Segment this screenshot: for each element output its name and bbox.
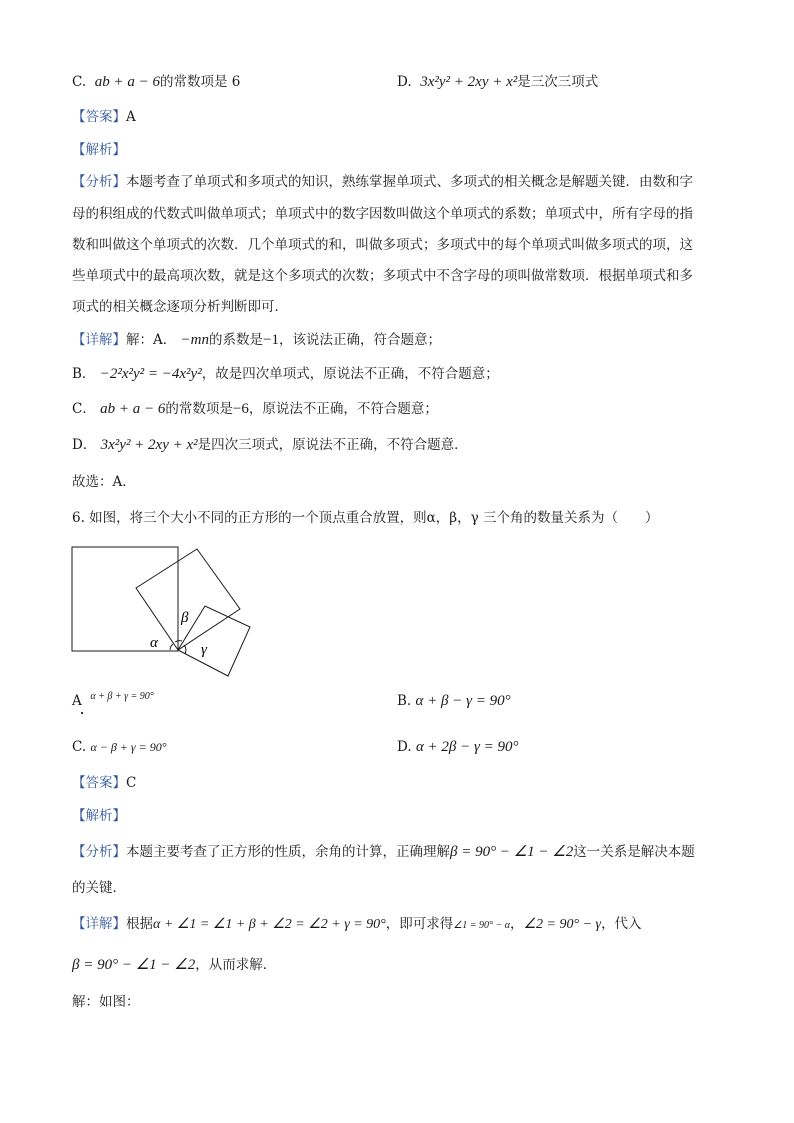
label: D． [72,437,97,453]
beta-label: β [181,610,189,626]
option-label: A [72,693,82,709]
option-label: D. [397,74,412,90]
xiangjie-prefix: 解：A． [126,332,177,348]
expr: 3x²y² + 2xy + x² [100,437,198,453]
option-expr: α − β + γ = 90° [90,740,167,754]
text: ，该说法正确，符合题意； [278,332,441,348]
text: ，代入 [601,916,642,932]
text: ，即可求得 [385,916,454,932]
q6-xiangjie-line-1 [72,914,642,936]
q5-jiexi: 【解析】 [72,142,126,158]
option-expr: 3x²y² + 2xy + x² [420,74,518,90]
option-expr: ab + a − 6 [94,74,160,90]
text: ，从而求解． [195,957,277,973]
answer-value: A [126,109,136,125]
text: 的常数项是 [165,401,233,417]
gamma-label: γ [201,642,207,658]
xiangjie-tag: 【详解】 [72,916,126,932]
q6-xiangjie-line-2 [72,955,276,975]
text: ，故是四次单项式，原说法不正确，不符合题意； [201,366,499,382]
q6-stem: 6. 如图，将三个大小不同的正方形的一个顶点重合放置，则α，β，γ 三个角的数量关系为（ ） [72,510,659,526]
text: 的系数是 [209,332,264,348]
expr: −mn [180,332,210,348]
q5-option-d [397,72,598,92]
q5-xiangjie-c [72,399,438,419]
q6-jie: 解：如图： [72,994,140,1010]
value: −1 [263,332,279,348]
small-square [178,606,250,676]
option-expr: α + β − γ = 90° [415,693,511,709]
q6-answer [72,773,136,793]
alpha-label: α [150,635,158,651]
fenxi-text: 本题考查了单项式和多项式的知识，熟练掌握单项式、多项式的相关概念是解题关键．由数和字 [126,174,693,190]
q5-option-c [72,72,240,92]
q5-xiangjie-d [72,435,468,455]
value: −6 [232,401,249,417]
xiangjie-tag: 【详解】 [72,332,126,348]
option-label: C. [72,739,87,755]
q5-fenxi-line-3: 数和叫做这个单项式的次数．几个单项式的和，叫做多项式；多项式中的每个单项式叫做多项式的项，这 [72,237,693,253]
option-expr: α + 2β − γ = 90° [415,739,519,755]
label: C． [72,401,96,417]
q5-fenxi-line-2: 母的积组成的代数式叫做单项式；单项式中的数字因数叫做这个单项式的系数；单项式中，所有字母的指 [72,206,693,222]
q5-fenxi-line-5: 项式的相关概念逐项分析判断即可． [72,299,288,315]
option-label: B. [397,693,412,709]
answer-value: C [126,775,137,791]
expr: β = 90° − ∠1 − ∠2 [72,957,196,973]
option-label: C. [72,74,87,90]
expr: −2²x²y² = −4x²y² [99,366,202,382]
q5-fenxi-line-4: 些单项式中的最高项次数，就是这个多项式的次数；多项式中不含字母的项叫做常数项．根据单项式和多 [72,268,693,284]
q5-xiangjie-a [72,330,441,350]
q5-guxuan: 故选：A． [72,474,136,490]
expr: ∠1 = 90° − α [453,920,510,931]
text: ，原说法不正确，不符合题意； [248,401,438,417]
q5-answer [72,107,136,127]
q5-xiangjie-b [72,364,499,384]
text: ， [510,916,524,932]
q6-jiexi: 【解析】 [72,808,126,824]
label: B． [72,366,96,382]
q6-figure [70,545,255,685]
q6-fenxi-line-2: 的关键． [72,880,126,896]
large-square [72,547,178,651]
fenxi-tag: 【分析】 [72,174,126,190]
text: 本题主要考查了正方形的性质，余角的计算，正确理解 [126,844,450,860]
q6-option-a [72,691,154,713]
fenxi-tag: 【分析】 [72,844,126,860]
stray-dot [81,712,83,714]
option-expr: α + β + γ = 90° [90,691,154,702]
alpha-arc [170,644,173,650]
expr: ∠2 = 90° − γ [523,917,602,932]
q5-fenxi-line-1 [72,172,693,192]
expr: ab + a − 6 [100,401,166,417]
text: 这一关系是解决本题 [573,844,695,860]
answer-tag: 【答案】 [72,109,126,125]
expr: α + ∠1 = ∠1 + β + ∠2 = ∠2 + γ = 90° [153,917,386,932]
q6-option-d [397,737,519,757]
q6-option-b [397,691,511,711]
answer-tag: 【答案】 [72,775,126,791]
text: 根据 [126,916,153,932]
option-text: 的常数项是 6 [159,74,241,90]
option-label: D. [397,739,412,755]
q6-fenxi-line-1 [72,842,695,862]
option-text: 是三次三项式 [517,74,599,90]
text: 是四次三项式，原说法不正确，不符合题意． [197,437,468,453]
q6-option-c [72,737,167,757]
expr: β = 90° − ∠1 − ∠2 [450,844,574,860]
